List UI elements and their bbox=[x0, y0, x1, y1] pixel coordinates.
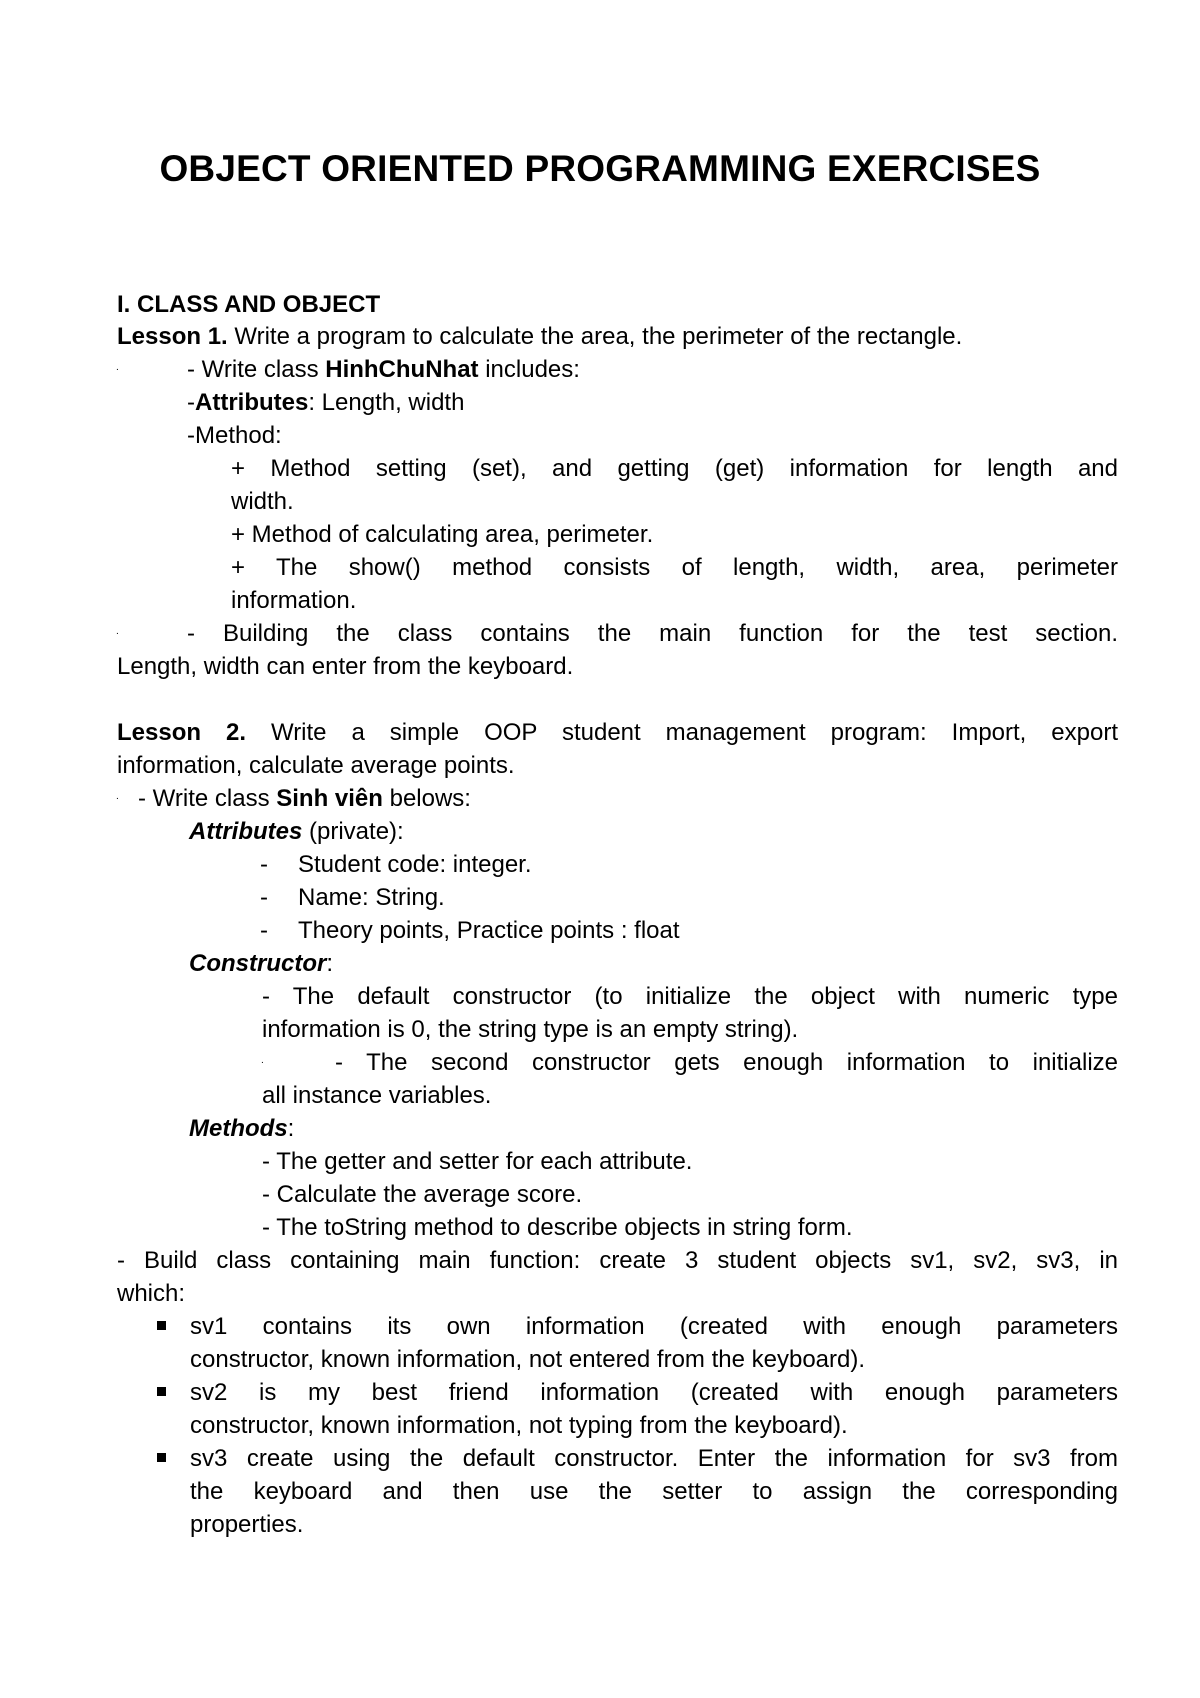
attributes-dash: - bbox=[187, 389, 195, 416]
methods-suffix: : bbox=[287, 1115, 295, 1142]
format-mark: . bbox=[261, 1055, 264, 1066]
class-name-sinh-vien: Sinh viên bbox=[276, 785, 383, 812]
attr-item-points: Theory points, Practice points : float bbox=[298, 917, 680, 944]
attributes-label: Attributes bbox=[195, 389, 309, 416]
lesson1-intro-line bbox=[117, 321, 962, 353]
lesson2-label: Lesson 2. bbox=[117, 719, 246, 746]
lesson1-attributes-line bbox=[187, 387, 464, 419]
lesson2-methods-heading bbox=[189, 1113, 294, 1145]
attr-dash: - bbox=[260, 917, 268, 944]
sv1-line2: constructor, known information, not entered from the keyboard). bbox=[190, 1346, 866, 1373]
lesson1-label: Lesson 1. bbox=[117, 323, 228, 350]
sv3-line2: the keyboard and then use the setter to assign the corresponding bbox=[190, 1478, 1118, 1505]
class-suffix: includes: bbox=[478, 356, 580, 383]
class-name-hinhchunhat: HinhChuNhat bbox=[325, 356, 479, 383]
constructor-label: Constructor bbox=[189, 950, 327, 977]
constructor1-line2: information is 0, the string type is an empty string). bbox=[262, 1016, 799, 1043]
method-item-average: - Calculate the average score. bbox=[262, 1181, 583, 1208]
lesson2-intro-line1 bbox=[117, 717, 1118, 749]
lesson2-intro-line2: information, calculate average points. bbox=[117, 752, 515, 779]
format-mark: . bbox=[116, 362, 119, 373]
lesson1-method1-line1: + Method setting (set), and getting (get) information for length and bbox=[231, 455, 1118, 482]
bullet-square-icon bbox=[157, 1453, 166, 1462]
lesson2-constructor-heading bbox=[189, 948, 333, 980]
page-title: OBJECT ORIENTED PROGRAMMING EXERCISES bbox=[159, 148, 1041, 189]
lesson2-attributes-heading bbox=[189, 816, 404, 848]
format-mark: . bbox=[116, 626, 119, 637]
constructor-suffix: : bbox=[326, 950, 334, 977]
method-item-tostring: - The toString method to describe objects in string form. bbox=[262, 1214, 853, 1241]
sv3-line3: properties. bbox=[190, 1511, 304, 1538]
sv2-line2: constructor, known information, not typing from the keyboard). bbox=[190, 1412, 848, 1439]
class-prefix: - Write class bbox=[187, 356, 326, 383]
constructor2-line1: - The second constructor gets enough information to initialize bbox=[335, 1049, 1118, 1076]
class-prefix: - Write class bbox=[138, 785, 277, 812]
section-heading: I. CLASS AND OBJECT bbox=[117, 291, 381, 318]
method-item-getter-setter: - The getter and setter for each attribute. bbox=[262, 1148, 693, 1175]
lesson1-class-line bbox=[187, 354, 580, 386]
methods-label: Methods bbox=[189, 1115, 288, 1142]
lesson2-build-line2: which: bbox=[117, 1280, 186, 1307]
sv3-line1: sv3 create using the default constructor. Enter the information for sv3 from bbox=[190, 1445, 1118, 1472]
lesson1-build-line1: - Building the class contains the main function for the test section. bbox=[187, 620, 1118, 647]
attr-item-name: Name: String. bbox=[298, 884, 445, 911]
attributes-suffix: (private): bbox=[302, 818, 404, 845]
class-suffix: belows: bbox=[382, 785, 471, 812]
attr-item-student-code: Student code: integer. bbox=[298, 851, 532, 878]
format-mark: . bbox=[116, 791, 119, 802]
lesson1-intro: Write a program to calculate the area, the perimeter of the rectangle. bbox=[234, 323, 963, 350]
bullet-square-icon bbox=[157, 1321, 166, 1330]
constructor1-line1: - The default constructor (to initialize the object with numeric type bbox=[262, 983, 1118, 1010]
lesson1-method3-line1: + The show() method consists of length, width, area, perimeter bbox=[231, 554, 1118, 581]
lesson1-method-label: -Method: bbox=[187, 422, 282, 449]
attributes-label: Attributes bbox=[189, 818, 303, 845]
lesson1-method1-line2: width. bbox=[231, 488, 294, 515]
attributes-text: : Length, width bbox=[308, 389, 465, 416]
lesson2-build-line1: - Build class containing main function: create 3 student objects sv1, sv2, sv3, in bbox=[117, 1247, 1118, 1274]
lesson1-method2: + Method of calculating area, perimeter. bbox=[231, 521, 654, 548]
attr-dash: - bbox=[260, 851, 268, 878]
sv1-line1: sv1 contains its own information (created with enough parameters bbox=[190, 1313, 1118, 1340]
bullet-square-icon bbox=[157, 1387, 166, 1396]
lesson1-method3-line2: information. bbox=[231, 587, 357, 614]
constructor2-line2: all instance variables. bbox=[262, 1082, 492, 1109]
sv2-line1: sv2 is my best friend information (created with enough parameters bbox=[190, 1379, 1118, 1406]
lesson1-build-line2: Length, width can enter from the keyboard. bbox=[117, 653, 574, 680]
lesson2-class-line bbox=[138, 783, 471, 815]
lesson2-intro: Write a simple OOP student management program: Import, export bbox=[270, 719, 1119, 746]
attr-dash: - bbox=[260, 884, 268, 911]
